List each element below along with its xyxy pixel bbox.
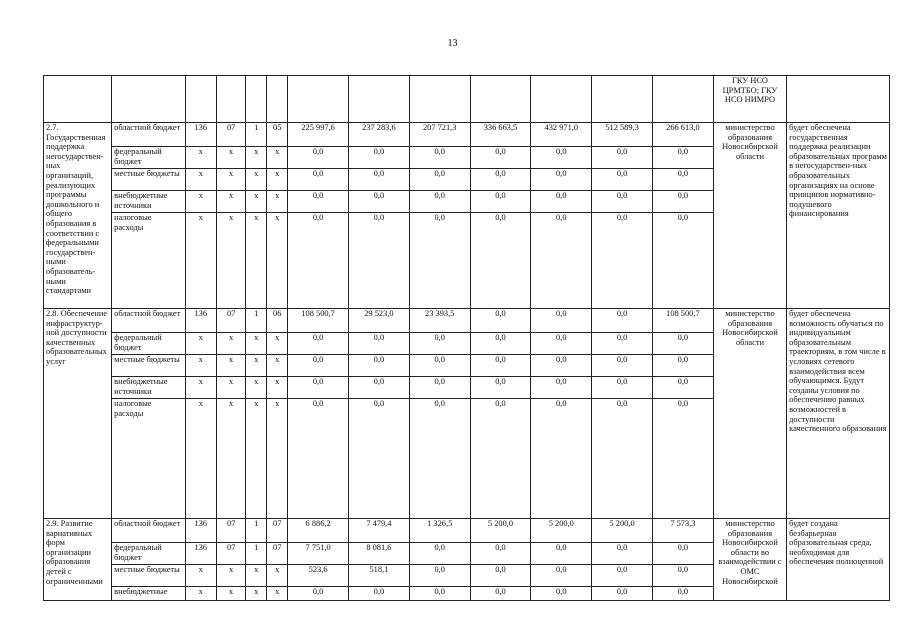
- code-cell: x: [185, 377, 216, 399]
- code-cell: x: [216, 565, 245, 587]
- value-cell: 0,0: [409, 333, 470, 355]
- code-cell: 07: [267, 543, 288, 565]
- code-cell: x: [267, 191, 288, 213]
- code-cell: 07: [216, 123, 245, 147]
- value-cell: 0,0: [652, 355, 713, 377]
- funding-source: налоговые расходы: [112, 213, 185, 309]
- code-cell: x: [246, 147, 267, 169]
- value-cell: 0,0: [470, 399, 531, 519]
- code-cell: 136: [185, 519, 216, 543]
- funding-source: местные бюджеты: [112, 169, 185, 191]
- expected-result: будет обеспечена государственная поддержка реализации образовательных программ в негосударствен-ных образовательных организациях на основе принципов нормативно-подушевого финансирования: [787, 123, 890, 309]
- code-cell: x: [216, 147, 245, 169]
- value-cell: 0,0: [652, 377, 713, 399]
- code-cell: x: [246, 399, 267, 519]
- value-cell: 0,0: [531, 355, 592, 377]
- page-number: 13: [447, 38, 458, 49]
- value-cell: 1 326,5: [409, 519, 470, 543]
- value-cell: 0,0: [531, 169, 592, 191]
- funding-source: внебюджетные источники: [112, 377, 185, 399]
- expected-result: будет обеспечена возможность обучаться по индивидуальным образовательным траекториям, в том числе в условиях сетевого взаимодействия всем обучающимся. Будут созданы условия по обеспечению равных возможностей в доступности качественного образования: [787, 309, 890, 519]
- code-cell: x: [246, 333, 267, 355]
- funding-source: областной бюджет: [112, 519, 185, 543]
- code-cell: 07: [216, 519, 245, 543]
- code-cell: 07: [216, 309, 245, 333]
- code-cell: x: [267, 169, 288, 191]
- code-cell: x: [185, 169, 216, 191]
- value-cell: 0,0: [349, 377, 410, 399]
- code-cell: x: [246, 213, 267, 309]
- value-cell: 0,0: [531, 565, 592, 587]
- value-cell: 266 613,0: [652, 123, 713, 147]
- code-cell: 1: [246, 543, 267, 565]
- funding-source: федеральный бюджет: [112, 333, 185, 355]
- value-cell: 0,0: [409, 169, 470, 191]
- value-cell: 0,0: [592, 377, 653, 399]
- code-cell: x: [246, 377, 267, 399]
- value-cell: 0,0: [409, 213, 470, 309]
- value-cell: 0,0: [652, 543, 713, 565]
- value-cell: 5 200,0: [592, 519, 653, 543]
- value-cell: 0,0: [409, 377, 470, 399]
- value-cell: 0,0: [470, 333, 531, 355]
- code-cell: 136: [185, 309, 216, 333]
- value-cell: 0,0: [531, 333, 592, 355]
- value-cell: 0,0: [470, 213, 531, 309]
- value-cell: 0,0: [288, 191, 349, 213]
- value-cell: 0,0: [349, 147, 410, 169]
- value-cell: 0,0: [470, 565, 531, 587]
- code-cell: x: [185, 333, 216, 355]
- value-cell: 0,0: [531, 399, 592, 519]
- code-cell: x: [216, 399, 245, 519]
- measure-name: 2.9. Развитие вариативных форм организации образования детей с ограниченными: [44, 519, 112, 601]
- value-cell: 23 393,5: [409, 309, 470, 333]
- header-org: ГКУ НСО ЦРМТБО; ГКУ НСО НИМРО: [713, 76, 786, 123]
- code-cell: x: [267, 399, 288, 519]
- code-cell: x: [246, 191, 267, 213]
- value-cell: 0,0: [470, 587, 531, 601]
- value-cell: 0,0: [409, 543, 470, 565]
- funding-source: местные бюджеты: [112, 565, 185, 587]
- value-cell: 6 886,2: [288, 519, 349, 543]
- code-cell: x: [246, 355, 267, 377]
- code-cell: 136: [185, 123, 216, 147]
- value-cell: 29 523,0: [349, 309, 410, 333]
- funding-source: областной бюджет: [112, 123, 185, 147]
- value-cell: 8 081,6: [349, 543, 410, 565]
- value-cell: 0,0: [652, 147, 713, 169]
- value-cell: 518,1: [349, 565, 410, 587]
- value-cell: 0,0: [288, 147, 349, 169]
- value-cell: 0,0: [531, 191, 592, 213]
- code-cell: 06: [267, 309, 288, 333]
- value-cell: 0,0: [531, 309, 592, 333]
- value-cell: 0,0: [531, 543, 592, 565]
- value-cell: 0,0: [349, 169, 410, 191]
- value-cell: 0,0: [349, 191, 410, 213]
- value-cell: 0,0: [592, 169, 653, 191]
- code-cell: 07: [216, 543, 245, 565]
- value-cell: 523,6: [288, 565, 349, 587]
- value-cell: 0,0: [592, 191, 653, 213]
- code-cell: x: [185, 355, 216, 377]
- value-cell: 7 573,3: [652, 519, 713, 543]
- value-cell: 0,0: [288, 355, 349, 377]
- code-cell: x: [246, 169, 267, 191]
- value-cell: 5 200,0: [470, 519, 531, 543]
- code-cell: 136: [185, 543, 216, 565]
- value-cell: 0,0: [470, 543, 531, 565]
- value-cell: 0,0: [531, 213, 592, 309]
- funding-source: федеральный бюджет: [112, 543, 185, 565]
- executor: министерство образования Новосибирской области: [713, 309, 786, 519]
- value-cell: 7 479,4: [349, 519, 410, 543]
- value-cell: 0,0: [470, 191, 531, 213]
- value-cell: 0,0: [409, 147, 470, 169]
- value-cell: 512 589,3: [592, 123, 653, 147]
- code-cell: x: [185, 191, 216, 213]
- funding-source: федеральный бюджет: [112, 147, 185, 169]
- expected-result: будет создана безбарьерная образовательная среда, необходимая для обеспечения полноценной: [787, 519, 890, 601]
- table-row: [44, 309, 890, 333]
- code-cell: 1: [246, 123, 267, 147]
- value-cell: 0,0: [349, 399, 410, 519]
- code-cell: x: [216, 191, 245, 213]
- value-cell: 0,0: [531, 147, 592, 169]
- value-cell: 7 751,0: [288, 543, 349, 565]
- value-cell: 0,0: [470, 309, 531, 333]
- value-cell: 0,0: [288, 213, 349, 309]
- value-cell: 0,0: [652, 587, 713, 601]
- funding-source: областной бюджет: [112, 309, 185, 333]
- value-cell: 0,0: [592, 147, 653, 169]
- value-cell: 237 283,6: [349, 123, 410, 147]
- value-cell: 0,0: [470, 355, 531, 377]
- value-cell: 0,0: [349, 333, 410, 355]
- executor: министерство образования Новосибирской области во взаимодействии с ОМС Новосибирской: [713, 519, 786, 601]
- value-cell: 0,0: [592, 309, 653, 333]
- code-cell: x: [267, 355, 288, 377]
- value-cell: 0,0: [531, 377, 592, 399]
- value-cell: 0,0: [409, 399, 470, 519]
- value-cell: 336 663,5: [470, 123, 531, 147]
- value-cell: 5 200,0: [531, 519, 592, 543]
- code-cell: x: [185, 565, 216, 587]
- code-cell: 1: [246, 309, 267, 333]
- code-cell: x: [185, 587, 216, 601]
- value-cell: 0,0: [652, 169, 713, 191]
- value-cell: 432 971,0: [531, 123, 592, 147]
- value-cell: 0,0: [288, 169, 349, 191]
- table-row: [44, 123, 890, 147]
- value-cell: 0,0: [652, 333, 713, 355]
- funding-source: налоговые расходы: [112, 399, 185, 519]
- value-cell: 0,0: [592, 333, 653, 355]
- code-cell: x: [185, 147, 216, 169]
- value-cell: 0,0: [592, 399, 653, 519]
- code-cell: x: [185, 399, 216, 519]
- value-cell: 0,0: [652, 565, 713, 587]
- value-cell: 0,0: [349, 213, 410, 309]
- code-cell: x: [267, 587, 288, 601]
- funding-source: внебюджетные источники: [112, 191, 185, 213]
- header-row: [44, 76, 890, 123]
- code-cell: x: [267, 213, 288, 309]
- value-cell: 0,0: [288, 377, 349, 399]
- value-cell: 0,0: [652, 213, 713, 309]
- value-cell: 0,0: [409, 565, 470, 587]
- code-cell: 07: [267, 519, 288, 543]
- code-cell: x: [185, 213, 216, 309]
- value-cell: 0,0: [652, 399, 713, 519]
- code-cell: x: [216, 355, 245, 377]
- code-cell: x: [216, 587, 245, 601]
- code-cell: x: [216, 213, 245, 309]
- value-cell: 0,0: [592, 587, 653, 601]
- value-cell: 0,0: [592, 355, 653, 377]
- value-cell: 0,0: [349, 587, 410, 601]
- value-cell: 0,0: [652, 191, 713, 213]
- value-cell: 0,0: [531, 587, 592, 601]
- value-cell: 0,0: [288, 333, 349, 355]
- measure-name: 2.8. Обеспечение инфраструктур-ной доступности качественных образовательных услуг: [44, 309, 112, 519]
- value-cell: 207 721,3: [409, 123, 470, 147]
- value-cell: 0,0: [288, 587, 349, 601]
- value-cell: 108 500,7: [652, 309, 713, 333]
- code-cell: x: [216, 333, 245, 355]
- code-cell: 05: [267, 123, 288, 147]
- funding-source: внебюджетные: [112, 587, 185, 601]
- executor: министерство образования Новосибирской области: [713, 123, 786, 309]
- code-cell: x: [246, 587, 267, 601]
- value-cell: 0,0: [409, 355, 470, 377]
- code-cell: x: [267, 377, 288, 399]
- value-cell: 225 997,6: [288, 123, 349, 147]
- code-cell: x: [216, 169, 245, 191]
- code-cell: 1: [246, 519, 267, 543]
- value-cell: 0,0: [349, 355, 410, 377]
- funding-source: местные бюджеты: [112, 355, 185, 377]
- budget-table: [43, 75, 890, 601]
- value-cell: 0,0: [592, 213, 653, 309]
- value-cell: 0,0: [470, 147, 531, 169]
- value-cell: 0,0: [592, 565, 653, 587]
- value-cell: 0,0: [470, 169, 531, 191]
- value-cell: 0,0: [288, 399, 349, 519]
- value-cell: 0,0: [409, 191, 470, 213]
- value-cell: 0,0: [470, 377, 531, 399]
- value-cell: 108 500,7: [288, 309, 349, 333]
- code-cell: x: [216, 377, 245, 399]
- code-cell: x: [267, 565, 288, 587]
- code-cell: x: [267, 147, 288, 169]
- code-cell: x: [267, 333, 288, 355]
- value-cell: 0,0: [592, 543, 653, 565]
- code-cell: x: [246, 565, 267, 587]
- table-row: [44, 519, 890, 543]
- measure-name: 2.7. Государственная поддержка негосударствен-ных организаций, реализующих программы дошкольного и общего образования в соответствии с федеральными государствен-ными образователь-ными стандартами: [44, 123, 112, 309]
- value-cell: 0,0: [409, 587, 470, 601]
